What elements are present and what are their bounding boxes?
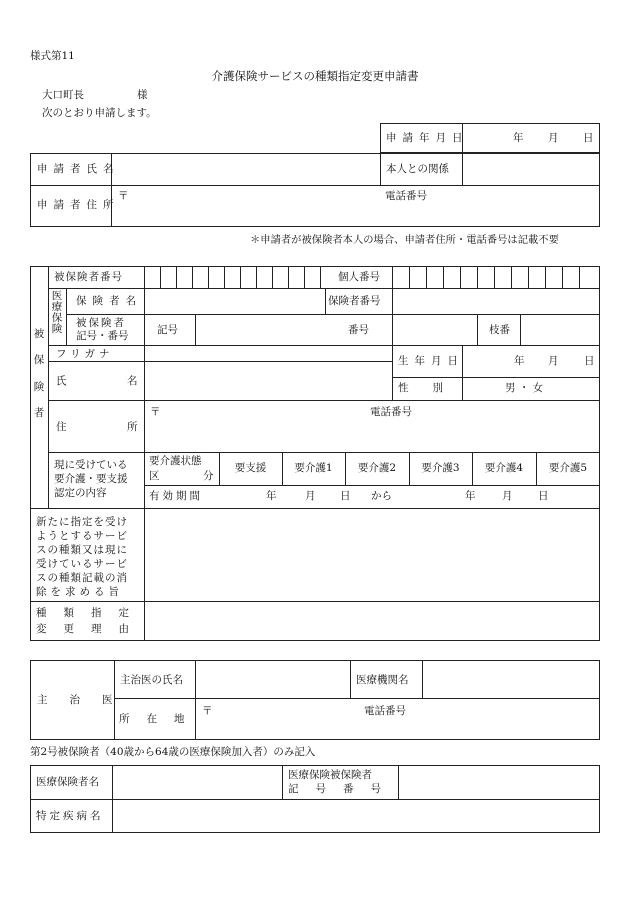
side-label-char: 険 [33, 381, 45, 393]
insured-address-field[interactable] [145, 401, 599, 451]
reason-label-line: 種類指定 [36, 607, 146, 619]
branch-field[interactable] [521, 315, 599, 344]
furigana-label: フリガナ [56, 348, 114, 360]
care-level-option-2[interactable]: 要介護2 [357, 462, 397, 474]
form-number: 様式第11 [30, 50, 75, 62]
address-label-char-2: 所 [127, 421, 138, 433]
page-title: 介護保険サービスの種類指定変更申請書 [211, 69, 419, 83]
insured-name-field[interactable] [145, 362, 391, 399]
doctor-postal-mark: 〒 [202, 705, 213, 717]
medical-side-char: 険 [51, 323, 63, 335]
validity-from-month: 月 [305, 490, 316, 502]
insured-postal-mark: 〒 [150, 406, 161, 418]
request-label-line: スの種類記載の消 [36, 572, 128, 584]
specified-disease-label: 特定疾病名 [36, 810, 104, 822]
care-level-option-3[interactable]: 要介護3 [421, 462, 460, 474]
applicant-name-field[interactable] [112, 154, 379, 184]
name-label-char-1: 氏 [56, 375, 67, 387]
insured-number-label: 被保険者番号 [54, 271, 123, 283]
request-label-line: 受けているサービ [36, 558, 128, 570]
reason-label-line: 変更理由 [36, 623, 146, 635]
applicant-name-label: 申請者氏名 [37, 163, 120, 175]
care-level-option-4[interactable]: 要介護4 [484, 462, 524, 474]
side-label-char: 保 [33, 354, 45, 366]
applicant-address-field[interactable] [112, 186, 599, 226]
current-cert-label: 要介護・要支援 [54, 473, 128, 485]
validity-separator: から [371, 490, 392, 502]
medical-symbol-label: 医療保険被保険者 [288, 769, 372, 781]
insurer-name-field[interactable] [145, 289, 325, 313]
branch-label: 枝番 [489, 324, 510, 336]
medical-symbol-field[interactable] [399, 766, 599, 798]
request-label-line: 新たに指定を受け [36, 516, 128, 528]
change-reason-field[interactable] [145, 602, 599, 640]
medical-insurer-field[interactable] [113, 766, 281, 798]
number-field[interactable] [393, 315, 476, 344]
name-label-char-2: 名 [127, 375, 138, 387]
date-label: 申請年月日 [386, 132, 469, 144]
birth-year-unit: 年 [514, 355, 525, 367]
personal-number-field[interactable] [393, 267, 599, 287]
care-level-option-support[interactable]: 要支援 [234, 462, 267, 474]
validity-from-day: 日 [340, 490, 351, 502]
medical-side-char: 保 [51, 312, 63, 324]
birth-date-field[interactable] [463, 346, 599, 376]
care-level-label: 要介護状態 [149, 455, 202, 467]
validity-label: 有効期間 [149, 490, 203, 502]
location-label: 所在地 [119, 713, 202, 725]
applicant-phone-label: 電話番号 [385, 190, 427, 202]
date-month-unit: 月 [548, 132, 559, 144]
validity-from-year: 年 [266, 490, 277, 502]
symbol-label: 記号 [157, 324, 178, 336]
medical-insurer-label: 医療保険者名 [36, 776, 99, 788]
address-label-char-1: 住 [56, 421, 67, 433]
institution-label: 医療機関名 [356, 674, 409, 686]
validity-to-month: 月 [502, 490, 513, 502]
insurer-name-label: 保険者名 [76, 295, 142, 307]
service-request-field[interactable] [145, 509, 599, 600]
medical-side-char: 医 [51, 290, 63, 302]
request-label-line: スの種類又は現に [36, 544, 128, 556]
birth-label: 生年月日 [398, 355, 464, 367]
furigana-field[interactable] [145, 346, 391, 360]
symbol-field[interactable] [196, 315, 346, 344]
birth-day-unit: 日 [584, 355, 595, 367]
doctor-label: 主治医 [37, 694, 135, 706]
doctor-name-field[interactable] [196, 661, 349, 697]
application-date-field[interactable] [463, 124, 599, 152]
insured-number-field[interactable] [145, 267, 320, 287]
personal-number-label: 個人番号 [338, 271, 380, 283]
doctor-name-label: 主治医の氏名 [120, 674, 183, 686]
request-label-line: ようとするサービ [36, 530, 128, 542]
gender-options[interactable]: 男 ・ 女 [505, 382, 544, 394]
insured-symbol-label-2: 記号・番号 [76, 330, 129, 342]
validity-to-year: 年 [465, 490, 476, 502]
care-level-label-kubun-1: 区 [149, 470, 160, 482]
care-level-option-5[interactable]: 要介護5 [548, 462, 588, 474]
validity-to-day: 日 [538, 490, 549, 502]
note-text: ＊申請者が被保険者本人の場合、申請者住所・電話番号は記載不要 [250, 234, 559, 246]
applicant-address-label: 申請者住所 [37, 199, 120, 211]
care-level-option-1[interactable]: 要介護1 [294, 462, 333, 474]
intro-text: 次のとおり申請します。 [42, 107, 157, 119]
request-label-line: 除を求める旨 [36, 586, 123, 598]
insured-phone-label: 電話番号 [370, 406, 412, 418]
insurer-number-field[interactable] [393, 289, 599, 313]
birth-month-unit: 月 [548, 355, 559, 367]
specified-disease-field[interactable] [113, 800, 599, 832]
medical-side-char: 療 [51, 301, 63, 313]
medical-symbol-label-2: 記号番号 [288, 783, 398, 795]
gender-label: 性別 [398, 382, 467, 394]
insured-symbol-label: 被保険者 [76, 317, 126, 329]
addressee: 大口町長 [42, 89, 84, 101]
second-insured-heading: 第2号被保険者（40歳から64歳の医療保険加入者）のみ記入 [30, 746, 316, 758]
validity-period-field[interactable] [215, 486, 599, 507]
date-year-unit: 年 [513, 132, 524, 144]
institution-field[interactable] [423, 661, 599, 697]
insurer-number-label: 保険者番号 [328, 295, 381, 307]
number-label: 番号 [348, 324, 369, 336]
relation-label: 本人との関係 [386, 163, 449, 175]
current-cert-label: 現に受けている [54, 459, 128, 471]
side-label-char: 者 [33, 407, 45, 419]
current-cert-label: 認定の内容 [54, 487, 107, 499]
date-day-unit: 日 [583, 132, 594, 144]
doctor-address-field[interactable] [196, 699, 599, 739]
side-label-char: 被 [33, 328, 45, 340]
care-level-label-kubun-2: 分 [203, 470, 214, 482]
relation-field[interactable] [463, 154, 599, 184]
doctor-phone-label: 電話番号 [364, 705, 406, 717]
postal-mark: 〒 [118, 190, 129, 202]
addressee-suffix: 様 [137, 89, 148, 101]
